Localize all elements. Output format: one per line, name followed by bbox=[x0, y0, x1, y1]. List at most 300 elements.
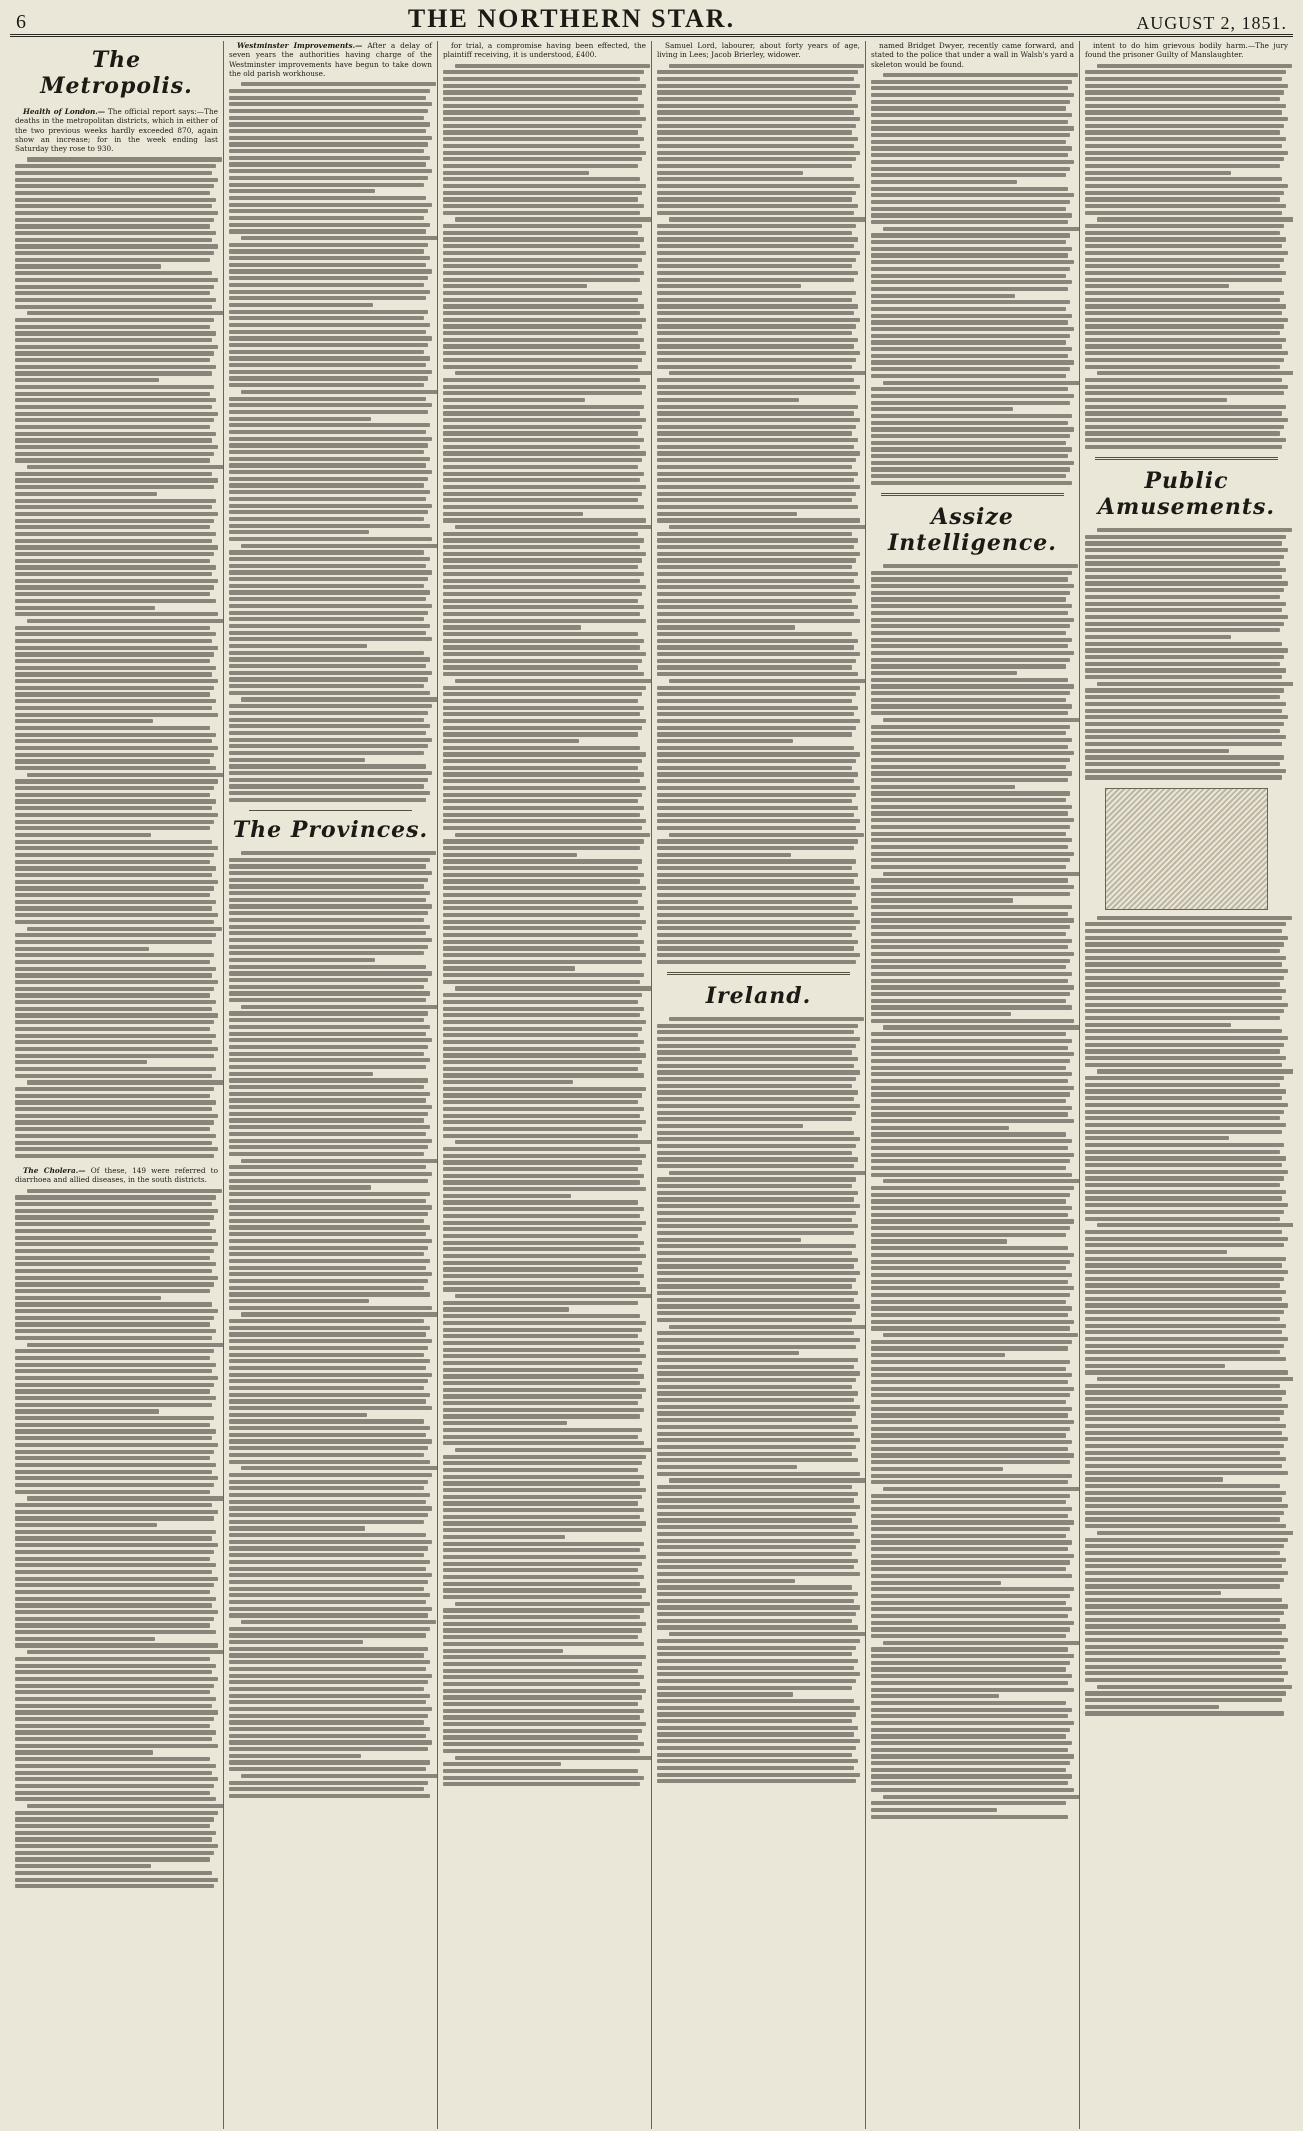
text-line bbox=[443, 1027, 642, 1031]
text-line bbox=[15, 1490, 210, 1494]
text-line bbox=[443, 859, 642, 863]
text-line bbox=[15, 278, 218, 282]
text-line bbox=[871, 878, 1068, 882]
text-line bbox=[229, 918, 424, 922]
text-line bbox=[15, 345, 218, 349]
text-line bbox=[229, 1580, 428, 1584]
text-line bbox=[15, 1376, 218, 1380]
body-text-block bbox=[871, 73, 1074, 485]
text-line bbox=[241, 851, 436, 855]
text-line bbox=[15, 438, 212, 442]
text-line bbox=[443, 1421, 567, 1425]
text-line bbox=[15, 164, 216, 168]
text-line bbox=[229, 1205, 432, 1209]
text-line bbox=[229, 1660, 430, 1664]
text-line bbox=[1085, 575, 1282, 579]
text-line bbox=[657, 512, 797, 516]
text-line bbox=[871, 858, 1070, 862]
text-line bbox=[1085, 675, 1282, 679]
text-line bbox=[15, 1730, 216, 1734]
text-line bbox=[229, 1219, 424, 1223]
text-line bbox=[443, 104, 644, 108]
text-line bbox=[657, 1646, 856, 1650]
text-line bbox=[871, 1173, 1072, 1177]
text-line bbox=[15, 358, 210, 362]
text-line bbox=[229, 1413, 367, 1417]
text-line bbox=[883, 227, 1080, 231]
text-line bbox=[229, 704, 432, 708]
text-line bbox=[229, 644, 367, 648]
text-line bbox=[657, 1151, 852, 1155]
text-line bbox=[229, 1266, 426, 1270]
text-line bbox=[1085, 298, 1280, 302]
text-line bbox=[871, 1313, 1068, 1317]
text-line bbox=[1085, 688, 1284, 692]
text-line bbox=[15, 1020, 214, 1024]
text-line bbox=[443, 1555, 646, 1559]
text-line bbox=[443, 271, 644, 275]
text-line bbox=[871, 1761, 1070, 1765]
text-line bbox=[1085, 1283, 1280, 1287]
body-text-block bbox=[15, 1189, 218, 1889]
text-line bbox=[443, 164, 638, 168]
text-line bbox=[229, 651, 424, 655]
text-line bbox=[229, 149, 424, 153]
text-line bbox=[1085, 628, 1280, 632]
text-line bbox=[15, 1657, 210, 1661]
text-line bbox=[229, 784, 424, 788]
text-line bbox=[871, 1407, 1072, 1411]
text-line bbox=[657, 385, 860, 389]
text-line bbox=[15, 1463, 216, 1467]
text-line bbox=[15, 1443, 218, 1447]
text-line bbox=[871, 280, 1072, 284]
text-line bbox=[15, 1269, 212, 1273]
text-line bbox=[657, 1518, 852, 1522]
text-line bbox=[229, 243, 428, 247]
text-line bbox=[15, 1837, 212, 1841]
text-line bbox=[443, 1114, 640, 1118]
text-line bbox=[871, 1801, 1066, 1805]
text-line bbox=[1085, 1023, 1231, 1027]
text-line bbox=[229, 951, 424, 955]
text-line bbox=[1085, 1598, 1282, 1602]
text-line bbox=[443, 759, 642, 763]
text-line bbox=[15, 1262, 216, 1266]
text-line bbox=[1085, 70, 1286, 74]
text-line bbox=[1085, 1477, 1223, 1481]
text-line bbox=[15, 666, 216, 670]
text-line bbox=[1085, 1049, 1280, 1053]
text-line bbox=[1085, 709, 1282, 713]
text-line bbox=[657, 1525, 858, 1529]
text-line bbox=[443, 1060, 642, 1064]
text-line bbox=[657, 1365, 854, 1369]
text-line bbox=[27, 311, 224, 315]
text-line bbox=[15, 244, 218, 248]
text-line bbox=[871, 387, 1068, 391]
text-line bbox=[15, 378, 159, 382]
text-line bbox=[15, 418, 214, 422]
text-line bbox=[871, 1748, 1068, 1752]
text-line bbox=[1085, 1016, 1280, 1020]
text-line bbox=[883, 73, 1078, 77]
text-line bbox=[871, 1808, 997, 1812]
text-line bbox=[229, 584, 424, 588]
text-line bbox=[871, 584, 1074, 588]
text-line bbox=[15, 1536, 212, 1540]
text-line bbox=[229, 771, 432, 775]
text-line bbox=[15, 231, 216, 235]
text-line bbox=[871, 811, 1068, 815]
text-line bbox=[15, 1087, 214, 1091]
text-line bbox=[871, 925, 1070, 929]
column-5 bbox=[866, 41, 1080, 2129]
text-line bbox=[871, 945, 1068, 949]
text-line bbox=[229, 590, 430, 594]
text-line bbox=[657, 726, 856, 730]
text-line bbox=[1085, 184, 1288, 188]
text-line bbox=[443, 1662, 642, 1666]
text-line bbox=[657, 224, 856, 228]
text-line bbox=[1085, 1538, 1288, 1542]
text-line bbox=[443, 1702, 638, 1706]
text-line bbox=[871, 1153, 1074, 1157]
text-line bbox=[1085, 1203, 1288, 1207]
text-line bbox=[229, 1018, 424, 1022]
text-line bbox=[871, 294, 1015, 298]
text-line bbox=[15, 1643, 218, 1647]
text-line bbox=[229, 249, 424, 253]
text-line bbox=[229, 1045, 428, 1049]
text-line bbox=[1085, 1103, 1288, 1107]
text-line bbox=[15, 692, 210, 696]
text-line bbox=[871, 691, 1070, 695]
text-line bbox=[455, 1140, 652, 1144]
text-line bbox=[1085, 1056, 1286, 1060]
text-line bbox=[443, 151, 646, 155]
text-line bbox=[657, 1485, 852, 1489]
text-line bbox=[15, 906, 212, 910]
text-line bbox=[1085, 1163, 1282, 1167]
text-line bbox=[229, 624, 430, 628]
text-line bbox=[657, 732, 852, 736]
text-line bbox=[443, 1160, 642, 1164]
text-line bbox=[15, 1202, 212, 1206]
text-line bbox=[657, 538, 858, 542]
text-line bbox=[657, 819, 860, 823]
text-line bbox=[657, 1592, 858, 1596]
text-line bbox=[1085, 1551, 1280, 1555]
text-line bbox=[443, 1194, 571, 1198]
text-line bbox=[229, 904, 432, 908]
text-line bbox=[1085, 755, 1284, 759]
text-line bbox=[871, 140, 1066, 144]
text-line bbox=[1085, 1517, 1280, 1521]
text-line bbox=[455, 1448, 652, 1452]
text-line bbox=[657, 284, 801, 288]
text-line bbox=[1085, 715, 1288, 719]
text-line bbox=[871, 1233, 1066, 1237]
text-line bbox=[15, 746, 218, 750]
text-line bbox=[229, 1246, 428, 1250]
text-line bbox=[1085, 1190, 1286, 1194]
text-line bbox=[657, 70, 858, 74]
text-line bbox=[871, 1514, 1068, 1518]
text-line bbox=[229, 1633, 426, 1637]
text-line bbox=[15, 1630, 216, 1634]
text-line bbox=[657, 853, 791, 857]
text-line bbox=[15, 204, 212, 208]
text-line bbox=[1085, 1705, 1219, 1709]
text-line bbox=[229, 1573, 432, 1577]
text-line bbox=[657, 1766, 854, 1770]
text-line bbox=[15, 753, 214, 757]
text-line bbox=[229, 269, 432, 273]
text-line bbox=[443, 157, 642, 161]
text-line bbox=[229, 1319, 424, 1323]
text-line bbox=[871, 1433, 1066, 1437]
text-line bbox=[871, 1293, 1070, 1297]
text-line bbox=[871, 1126, 1009, 1130]
text-line bbox=[15, 639, 212, 643]
text-line bbox=[229, 604, 432, 608]
text-line bbox=[15, 1047, 218, 1051]
text-line bbox=[1085, 1310, 1284, 1314]
text-line bbox=[871, 1139, 1072, 1143]
text-line bbox=[871, 1507, 1072, 1511]
text-line bbox=[669, 217, 866, 221]
text-line bbox=[15, 458, 210, 462]
text-line bbox=[15, 1510, 218, 1514]
text-line bbox=[443, 1227, 642, 1231]
text-line bbox=[15, 492, 157, 496]
text-line bbox=[229, 677, 428, 681]
text-line bbox=[1085, 1257, 1286, 1261]
text-line bbox=[443, 692, 642, 696]
text-line bbox=[669, 1325, 866, 1329]
text-line bbox=[27, 1189, 222, 1193]
text-line bbox=[1085, 77, 1282, 81]
text-line bbox=[1085, 1350, 1280, 1354]
text-line bbox=[443, 1582, 640, 1586]
text-line bbox=[443, 130, 638, 134]
text-line bbox=[871, 671, 1017, 675]
text-line bbox=[229, 1292, 430, 1296]
text-line bbox=[657, 692, 856, 696]
text-line bbox=[443, 966, 575, 970]
text-line bbox=[1085, 378, 1282, 382]
text-line bbox=[229, 303, 373, 307]
text-line bbox=[15, 1094, 210, 1098]
text-line bbox=[657, 311, 854, 315]
text-line bbox=[657, 264, 852, 268]
text-line bbox=[15, 1067, 216, 1071]
text-line bbox=[871, 1594, 1070, 1598]
text-line bbox=[443, 1007, 644, 1011]
text-line bbox=[443, 960, 642, 964]
text-line bbox=[15, 1864, 151, 1868]
text-line bbox=[229, 1239, 432, 1243]
text-line bbox=[229, 1480, 428, 1484]
text-line bbox=[229, 1520, 424, 1524]
text-line bbox=[871, 898, 1013, 902]
text-line bbox=[15, 1309, 218, 1313]
text-line bbox=[657, 1204, 860, 1208]
text-line bbox=[229, 1078, 428, 1082]
text-line bbox=[15, 1470, 212, 1474]
text-line bbox=[229, 116, 424, 120]
text-line bbox=[871, 1467, 1003, 1471]
text-line bbox=[443, 1174, 644, 1178]
text-line bbox=[657, 632, 852, 636]
text-line bbox=[15, 432, 216, 436]
text-line bbox=[15, 1000, 216, 1004]
text-line bbox=[27, 773, 224, 777]
text-line bbox=[229, 1306, 432, 1310]
text-line bbox=[15, 1871, 212, 1875]
text-line bbox=[1085, 622, 1284, 626]
text-line bbox=[229, 483, 424, 487]
text-line bbox=[657, 1539, 860, 1543]
text-line bbox=[15, 1215, 214, 1219]
text-line bbox=[871, 467, 1070, 471]
text-line bbox=[871, 1146, 1068, 1150]
text-line bbox=[657, 365, 852, 369]
text-line bbox=[871, 1059, 1070, 1063]
text-line bbox=[871, 1681, 1068, 1685]
text-line bbox=[15, 632, 216, 636]
text-line bbox=[229, 1593, 430, 1597]
text-line bbox=[871, 1741, 1072, 1745]
text-line bbox=[443, 645, 640, 649]
text-line bbox=[443, 1020, 646, 1024]
text-line bbox=[657, 866, 852, 870]
text-line bbox=[455, 525, 652, 529]
text-line bbox=[871, 1219, 1074, 1223]
text-line bbox=[15, 1797, 216, 1801]
text-line bbox=[443, 1488, 646, 1492]
text-line bbox=[229, 991, 430, 995]
text-line bbox=[657, 1612, 856, 1616]
text-line bbox=[15, 826, 210, 830]
text-line bbox=[871, 367, 1070, 371]
text-line bbox=[657, 859, 856, 863]
text-line bbox=[443, 264, 638, 268]
text-line bbox=[657, 579, 854, 583]
text-line bbox=[229, 1032, 426, 1036]
text-line bbox=[15, 840, 212, 844]
text-line bbox=[241, 544, 438, 548]
text-line bbox=[657, 1512, 856, 1516]
text-line bbox=[1097, 1069, 1293, 1073]
text-line bbox=[1097, 1223, 1293, 1227]
text-line bbox=[657, 1559, 858, 1563]
text-line bbox=[871, 845, 1068, 849]
text-line bbox=[657, 1064, 854, 1068]
text-line bbox=[15, 652, 214, 656]
text-line bbox=[443, 244, 640, 248]
text-line bbox=[443, 1354, 646, 1358]
text-line bbox=[229, 1098, 426, 1102]
text-line bbox=[15, 1563, 216, 1567]
text-line bbox=[229, 1680, 428, 1684]
text-line bbox=[229, 1453, 424, 1457]
text-line bbox=[15, 218, 214, 222]
text-line bbox=[871, 434, 1070, 438]
text-line bbox=[657, 719, 860, 723]
text-line bbox=[229, 684, 424, 688]
text-line bbox=[15, 1744, 218, 1748]
text-line bbox=[229, 383, 424, 387]
text-line bbox=[657, 766, 852, 770]
text-line bbox=[1085, 137, 1286, 141]
text-line bbox=[657, 1251, 852, 1255]
text-line bbox=[657, 1284, 852, 1288]
text-line bbox=[657, 605, 858, 609]
text-line bbox=[229, 1674, 432, 1678]
text-line bbox=[443, 278, 640, 282]
text-line bbox=[871, 785, 1015, 789]
illustration-block bbox=[1105, 788, 1268, 910]
text-line bbox=[1085, 742, 1282, 746]
text-line bbox=[871, 454, 1068, 458]
text-line bbox=[15, 1282, 214, 1286]
text-line bbox=[15, 973, 212, 977]
text-line bbox=[15, 1209, 218, 1213]
text-line bbox=[443, 1655, 646, 1659]
text-line bbox=[657, 1184, 852, 1188]
text-line bbox=[229, 136, 432, 140]
text-line bbox=[871, 985, 1074, 989]
text-line bbox=[229, 423, 430, 427]
text-line bbox=[15, 585, 214, 589]
text-line bbox=[229, 470, 432, 474]
text-line bbox=[229, 1353, 424, 1357]
text-line bbox=[443, 458, 642, 462]
text-line bbox=[657, 445, 854, 449]
text-line bbox=[657, 1211, 856, 1215]
text-line bbox=[443, 1241, 644, 1245]
text-line bbox=[15, 813, 218, 817]
text-line bbox=[15, 405, 212, 409]
article-paragraph: The Cholera.— Of these, 149 were referred to diarrhoea and allied diseases, in the south districts. bbox=[15, 1166, 218, 1185]
text-line bbox=[657, 532, 852, 536]
text-line bbox=[871, 698, 1066, 702]
text-line bbox=[871, 1534, 1066, 1538]
text-line bbox=[443, 97, 638, 101]
issue-date: AUGUST 2, 1851. bbox=[1136, 13, 1287, 33]
text-line bbox=[657, 846, 854, 850]
text-line bbox=[443, 1622, 646, 1626]
text-line bbox=[443, 1501, 638, 1505]
text-line bbox=[443, 411, 640, 415]
text-line bbox=[871, 1734, 1066, 1738]
text-line bbox=[1085, 581, 1288, 585]
text-line bbox=[15, 1134, 216, 1138]
text-line bbox=[871, 1380, 1068, 1384]
text-line bbox=[657, 177, 854, 181]
text-line bbox=[443, 545, 640, 549]
text-line bbox=[1085, 1651, 1280, 1655]
text-line bbox=[1085, 942, 1284, 946]
text-line bbox=[15, 786, 214, 790]
text-line bbox=[669, 1171, 866, 1175]
text-line bbox=[871, 1768, 1066, 1772]
text-line bbox=[229, 1720, 424, 1724]
text-line bbox=[657, 1425, 858, 1429]
text-line bbox=[15, 1147, 218, 1151]
